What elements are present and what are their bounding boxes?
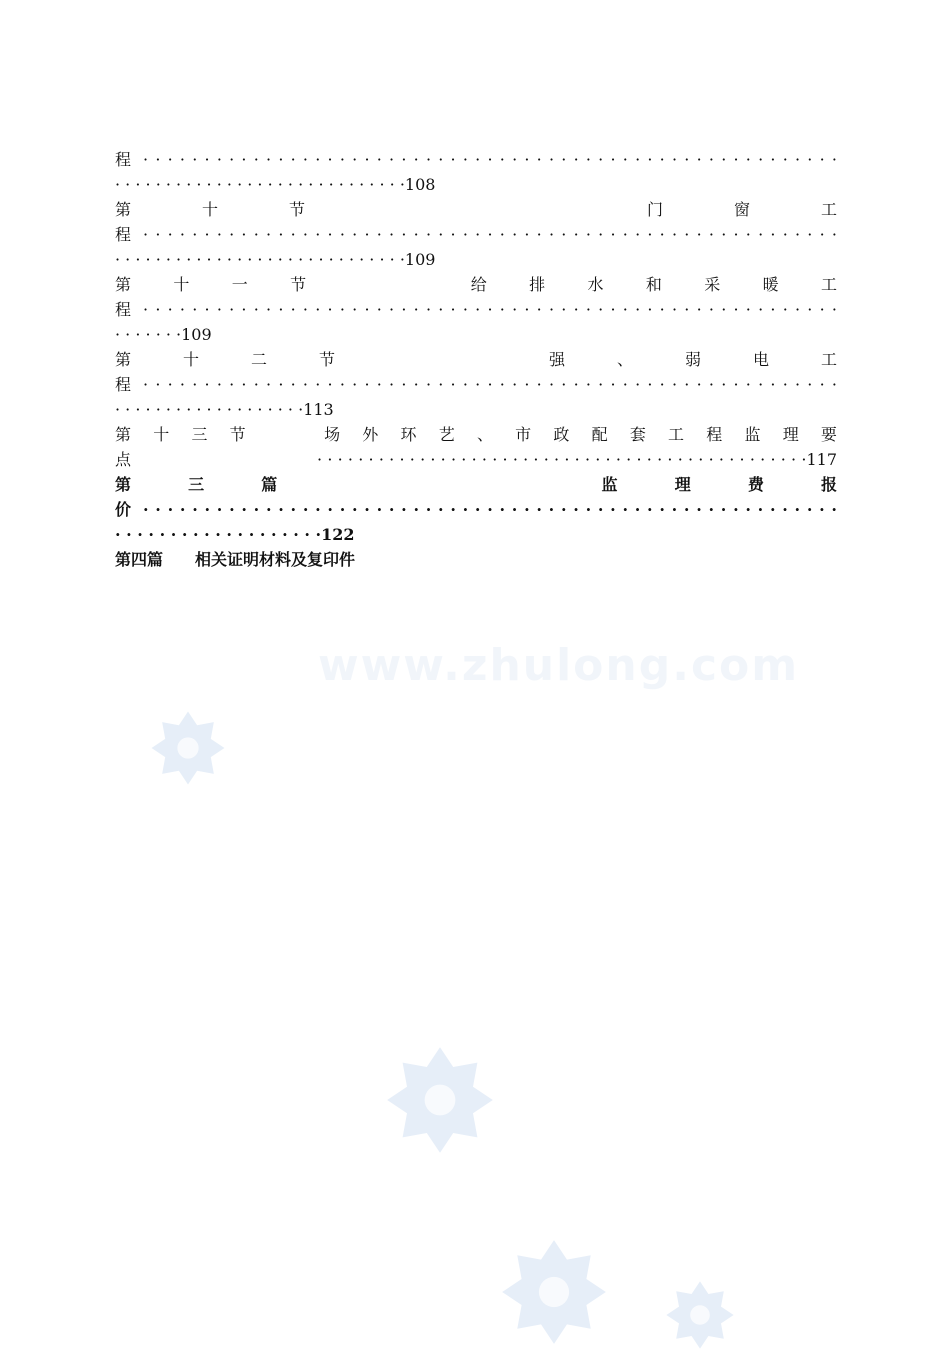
- watermark-snowflake-icon: [500, 1238, 608, 1346]
- toc-line[interactable]: [115, 397, 837, 422]
- toc-line[interactable]: [115, 272, 837, 297]
- dot-leader: · · · · · · ·: [115, 325, 182, 344]
- dot-leader: · · · · · · · · · · · · · · · · · · · · · · · · · · · · · · · · · · · · · · · · · · · · · · · · · · · · · · · · ·: [143, 375, 837, 394]
- toc-char: 电: [752, 350, 769, 369]
- toc-line: [115, 222, 837, 247]
- toc-char: 第: [115, 350, 132, 369]
- toc-char: 艺: [438, 425, 455, 444]
- toc-char: 第: [115, 475, 132, 494]
- toc-char: 一: [231, 275, 248, 294]
- toc-char: 理: [782, 425, 799, 444]
- watermark-snowflake-icon: [385, 1045, 495, 1155]
- toc-char: 二: [251, 350, 268, 369]
- toc-char: 要: [820, 425, 837, 444]
- toc-char: 篇: [261, 475, 278, 494]
- page-number: 122: [321, 525, 355, 544]
- toc-char: 理: [674, 475, 691, 494]
- part-label: 第四篇: [115, 550, 164, 569]
- toc-char: 十: [173, 275, 190, 294]
- toc-char: 弱: [684, 350, 701, 369]
- watermark-snowflake-icon: [665, 1280, 735, 1350]
- toc-char: 场: [324, 425, 341, 444]
- toc-line[interactable]: [115, 547, 837, 572]
- toc-char: 给: [470, 275, 487, 294]
- toc-char: 门: [646, 200, 663, 219]
- toc-char: 窗: [733, 200, 750, 219]
- toc-line[interactable]: [115, 347, 837, 372]
- toc-char: 采: [704, 275, 721, 294]
- toc-line[interactable]: [115, 247, 837, 272]
- dot-leader: · · · · · · · · · · · · · · · · · · ·: [115, 525, 322, 544]
- dot-leader: · · · · · · · · · · · · · · · · · · ·: [115, 400, 304, 419]
- toc-entry-head: 程: [115, 300, 132, 319]
- watermark-text: www.zhulong.com: [318, 640, 800, 691]
- toc-char: 监: [744, 425, 761, 444]
- toc-char: 政: [553, 425, 570, 444]
- toc-char: 环: [400, 425, 417, 444]
- toc-char: 第: [115, 200, 132, 219]
- toc-entry-head: 点: [115, 450, 132, 469]
- dot-leader: · · · · · · · · · · · · · · · · · · · · · · · · · · · · · · · · · · · · · · · · · · · · · · · · · · · · · · · · ·: [143, 300, 837, 319]
- toc-char: 工: [820, 200, 837, 219]
- toc-char: 十: [183, 350, 200, 369]
- toc-line: [115, 497, 837, 522]
- toc-line[interactable]: [115, 447, 837, 472]
- toc-char: 排: [529, 275, 546, 294]
- page-number: 113: [303, 400, 334, 419]
- toc-entry-head: 程: [115, 375, 132, 394]
- toc-char: 暖: [762, 275, 779, 294]
- watermark-snowflake-icon: [150, 710, 226, 786]
- toc-char: 、: [616, 350, 633, 369]
- toc-char: 第: [115, 425, 132, 444]
- toc-char: 水: [587, 275, 604, 294]
- toc-char: 三: [191, 425, 208, 444]
- dot-leader: · · · · · · · · · · · · · · · · · · · · · · · · · · · · · · · · · · · · · · · · · · · · · · · · · · · · · · · · ·: [143, 150, 837, 169]
- table-of-contents: [115, 147, 837, 572]
- toc-char: 节: [289, 200, 306, 219]
- toc-char: 外: [362, 425, 379, 444]
- toc-char: 节: [290, 275, 307, 294]
- page-number: 109: [181, 325, 212, 344]
- dot-leader: · · · · · · · · · · · · · · · · · · · · · · · · · · · · · · · · · · · · · · · · · · · · · · · · · · · · · · · · ·: [143, 225, 837, 244]
- toc-char: 费: [747, 475, 764, 494]
- toc-char: 节: [319, 350, 336, 369]
- toc-char: 第: [115, 275, 132, 294]
- toc-char: 三: [188, 475, 205, 494]
- toc-char: 节: [229, 425, 246, 444]
- toc-line[interactable]: [115, 197, 837, 222]
- toc-line: [115, 147, 837, 172]
- page-number: 108: [404, 175, 436, 194]
- page-number: 117: [806, 450, 837, 469]
- toc-char: 监: [601, 475, 618, 494]
- part-title: 相关证明材料及复印件: [195, 550, 356, 569]
- toc-line: [115, 297, 837, 322]
- toc-char: 工: [820, 275, 837, 294]
- toc-line[interactable]: [115, 322, 837, 347]
- dot-leader: · · · · · · · · · · · · · · · · · · · · · · · · · · · · · · · · · · · · · · · · · · · · · · · ·: [317, 450, 807, 469]
- toc-char: 套: [629, 425, 646, 444]
- toc-char: 十: [153, 425, 170, 444]
- toc-line[interactable]: [115, 422, 837, 447]
- toc-char: 工: [668, 425, 685, 444]
- toc-char: 配: [591, 425, 608, 444]
- toc-entry-head: 价: [115, 500, 132, 519]
- toc-char: 、: [476, 425, 493, 444]
- toc-entry-head: 程: [115, 150, 132, 169]
- toc-char: 程: [706, 425, 723, 444]
- toc-char: 市: [515, 425, 532, 444]
- toc-line[interactable]: [115, 172, 837, 197]
- toc-char: 报: [820, 475, 837, 494]
- toc-char: 强: [548, 350, 565, 369]
- toc-char: 和: [645, 275, 662, 294]
- toc-entry-head: 程: [115, 225, 132, 244]
- toc-line[interactable]: [115, 522, 837, 547]
- dot-leader: · · · · · · · · · · · · · · · · · · · · · · · · · · · · · · · · · · · · · · · · · · · · · · · · · · · · · · · · ·: [143, 500, 837, 519]
- toc-char: 十: [202, 200, 219, 219]
- toc-char: 工: [820, 350, 837, 369]
- page-number: 109: [404, 250, 436, 269]
- dot-leader: · · · · · · · · · · · · · · · · · · · · · · · · · · · · ·: [115, 175, 405, 194]
- dot-leader: · · · · · · · · · · · · · · · · · · · · · · · · · · · · ·: [115, 250, 405, 269]
- toc-line[interactable]: [115, 472, 837, 497]
- toc-line: [115, 372, 837, 397]
